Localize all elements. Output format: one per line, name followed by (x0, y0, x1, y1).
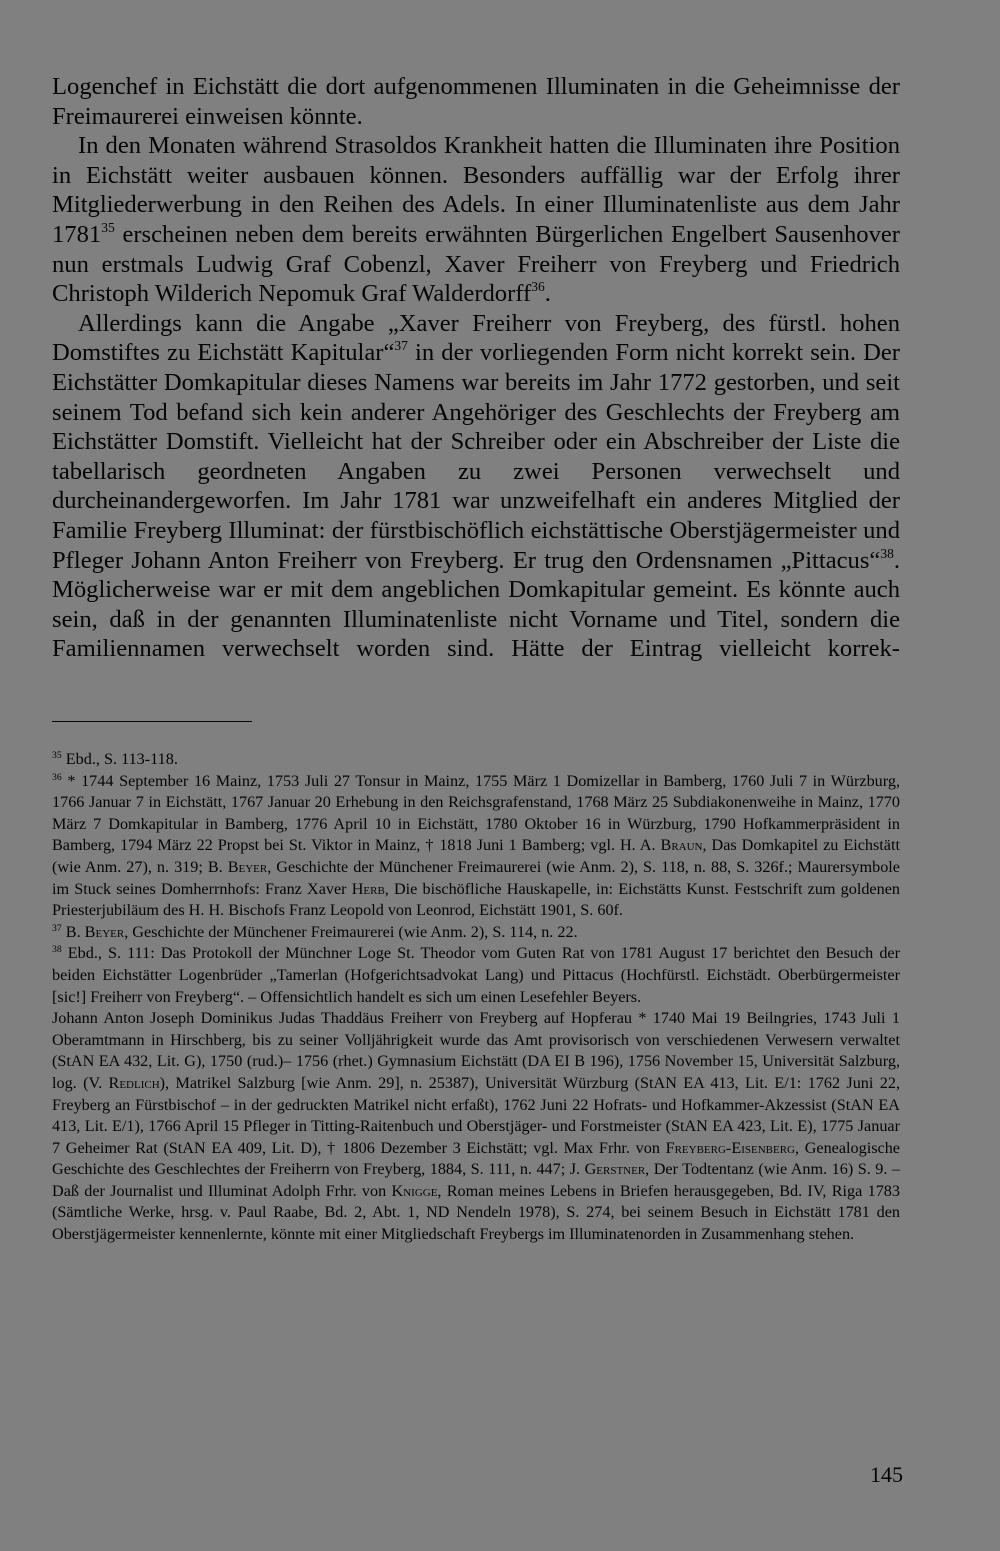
main-text (52, 72, 900, 664)
footnote: $^{37}$ B. Beyer, Geschichte der Münchener Freimaurerei (wie Anm. 2), S. 114, n. 22. (52, 922, 578, 941)
footnote: $^{36}$ * 1744 September 16 Mainz, 1753 Juli 27 Tonsur in Mainz, 1755 März 1 Domizellar in Bamberg, 1760 Juli 7 in Würzburg, 1766 Januar 7 in Eichstätt, 1767 Januar 20 Erhebung in den Reichsgrafenstand, 1768 März 25 Subdiakonenweihe in Mainz, 1770 März 7 Domkapitular in Bamberg, 1776 April 10 in Eichstätt, 1780 Oktober 16 in Würzburg, 1790 Hofkammerpräsident in Bamberg, 1794 März 22 Propst bei St. Viktor in Mainz, † 1818 Juni 1 Bamberg; vgl. H. A. Braun, Das Domkapitel zu Eichstätt (wie Anm. 27), n. 319; B. Beyer, Geschichte der Münchener Freimaurerei (wie Anm. 2), S. 118, n. 88, S. 326f.; Maurersymbole im Stuck seines Domherrnhofs: Franz Xaver Herb, Die bischöfliche Hauskapelle, in: Eichstätts Kunst. Festschrift zum goldenen Priesterjubiläum des H. H. Bischofs Franz Leopold von Leonrod, Eichstätt 1901, S. 60f. (52, 771, 900, 920)
footnote-number: 35 (52, 750, 62, 762)
footnote: $^{35}$ Ebd., S. 113-118. (52, 750, 178, 768)
page-number: 145 (870, 1462, 903, 1487)
author-name: Freyberg-Eisenberg (665, 1138, 795, 1157)
author-name: Herb (351, 879, 385, 898)
paragraph: In den Monaten während Strasoldos Krankheit hatten die Illuminaten ihre Position in Eichstätt weiter ausbauen können. Besonders auffällig war der Erfolg ihrer Mitgliederwerbung in den Reihen des Adels. In einer Illuminatenliste aus dem Jahr 1781$^{35}$ erscheinen neben dem bereits erwähnten Bürgerlichen Engelbert Sausenhover nun erstmals Ludwig Graf Cobenzl, Xaver Freiherr von Freyberg und Friedrich Christoph Wilderich Nepomuk Graf Walderdorff$^{36}$. (52, 132, 900, 308)
footnote-ref[interactable]: 37 (394, 338, 408, 354)
footnote: $^{38}$ Ebd., S. 111: Das Protokoll der Münchner Loge St. Theodor vom Guten Rat von 1781 August 17 berichtet den Besuch der beiden Eichstätter Logenbrüder „Tamerlan (Hofgerichtsadvokat Lang) und Pittacus (Hochfürstl. Eichstädt. Oberbürgermeister [sic!] Freiherr von Freyberg“. – Offensichtlich handelt es sich um einen Lesefehler Beyers. (52, 944, 900, 1006)
footnote-ref[interactable]: 38 (880, 545, 894, 561)
footnote-number: 36 (52, 771, 62, 783)
paragraph: Allerdings kann die Angabe „Xaver Freiherr von Freyberg, des fürstl. hohen Domstiftes zu Eichstätt Kapitular“$^{37}$ in der vorliegenden Form nicht korrekt sein. Der Eichstätter Domkapitular dieses Namens war bereits im Jahr 1772 gestorben, und seit seinem Tod befand sich kein anderer Angehöriger des Geschlechts der Freyberg am Eichstätter Domstift. Vielleicht hat der Schreiber oder ein Abschreiber der Liste die tabellarisch geordneten Angaben zu zwei Personen verwechselt und durcheinandergeworfen. Im Jahr 1781 war unzweifelhaft ein anderes Mitglied der Familie Freyberg Illuminat: der fürstbischöflich eichstättische Oberstjägermeister und Pfleger Johann Anton Freiherr von Freyberg. Er trug den Ordensnamen „Pittacus“$^{38}$. Möglicherweise war er mit dem angeblichen Domkapitular gemeint. Es könnte auch sein, daß in der genannten Illuminatenliste nicht Vorname und Titel, sondern die Familiennamen verwechselt worden sind. Hätte der Eintrag vielleicht korrek- (52, 309, 900, 663)
footnote-ref[interactable]: 35 (101, 219, 115, 235)
footnotes (52, 749, 900, 1246)
author-name: Beyer (84, 922, 125, 941)
paragraph: Logenchef in Eichstätt die dort aufgenommenen Illuminaten in die Geheimnisse der Freimaurerei einweisen könnte. (52, 73, 900, 130)
author-name: Redlich (108, 1073, 160, 1092)
author-name: Gerstner (584, 1160, 646, 1179)
footnote-number: 37 (52, 922, 62, 934)
footnote-separator (52, 721, 252, 722)
footnote-ref[interactable]: 36 (531, 279, 545, 295)
footnote-continuation: Johann Anton Joseph Dominikus Judas Thaddäus Freiherr von Freyberg auf Hopferau * 1740 Mai 19 Beilngries, 1743 Juli 1 Oberamtmann in Hirschberg, bis zu seiner Volljährigkeit wurde das Amt provisorisch von verschiedenen Verwesern verwaltet (StAN EA 432, Lit. G), 1750 (rud.)– 1756 (rhet.) Gymnasium Eichstätt (DA EI B 196), 1756 November 15, Universität Salzburg, log. (V. Redlich), Matrikel Salzburg [wie Anm. 29], n. 25387), Universität Würzburg (StAN EA 413, Lit. E/1: 1762 Juni 22, Freyberg an Fürstbischof – in der gedruckten Matrikel nicht erfaßt), 1762 Juni 22 Hofrats- und Hofkammer-Akzessist (StAN EA 413, Lit. E/1), 1766 April 15 Pfleger in Titting-Raitenbuch und Oberstjäger- und Forstmeister (StAN EA 423, Lit. E), 1775 Januar 7 Geheimer Rat (StAN EA 409, Lit. D), † 1806 Dezember 3 Eichstätt; vgl. Max Frhr. von Freyberg-Eisenberg, Genealogische Geschichte des Geschlechtes der Freiherrn von Freyberg, 1884, S. 111, n. 447; J. Gerstner, Der Todtentanz (wie Anm. 16) S. 9. – Daß der Journalist und Illuminat Adolph Frhr. von Knigge, Roman meines Lebens in Briefen herausgegeben, Bd. IV, Riga 1783 (Sämtliche Werke, hrsg. v. Paul Raabe, Bd. 2, Abt. 1, ND Nendeln 1978), S. 274, bei seinem Besuch in Eichstätt 1781 den Oberstjägermeister kennenlernte, könnte mit einer Mitgliedschaft Freybergs im Illuminatenorden in Zusammenhang stehen. (52, 1009, 900, 1244)
author-name: Knigge (391, 1181, 438, 1200)
author-name: Braun (660, 836, 703, 855)
author-name: Beyer (227, 857, 268, 876)
footnote-number: 38 (52, 944, 62, 956)
